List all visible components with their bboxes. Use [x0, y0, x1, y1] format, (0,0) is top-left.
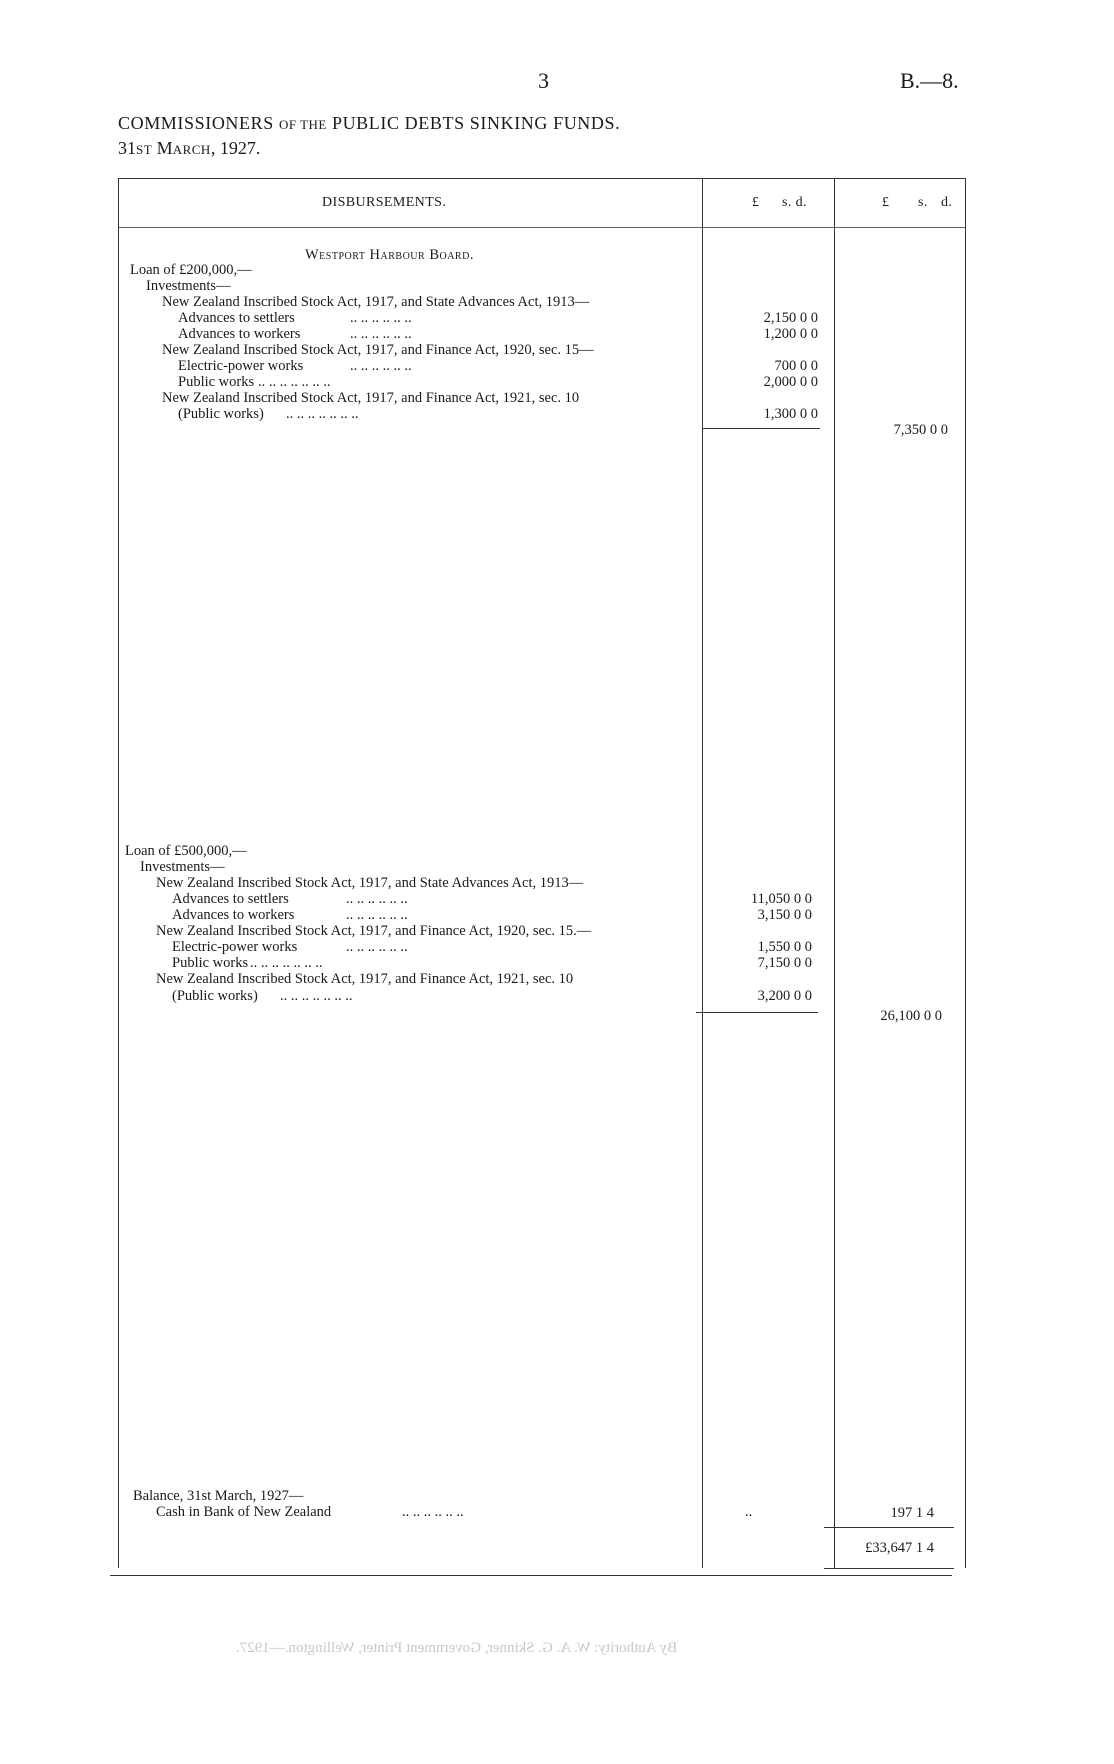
table-left-rule: [118, 178, 119, 1568]
line-item-amount: 3,150 0 0: [757, 907, 812, 923]
table-bottom-rule: [110, 1575, 952, 1576]
investments-label: Investments—: [140, 859, 225, 875]
title-part2: PUBLIC DEBTS SINKING FUNDS.: [331, 113, 621, 133]
section-heading: Westport Harbour Board.: [305, 247, 474, 263]
line-item-label: (Public works): [178, 406, 264, 422]
table-right-rule: [965, 178, 966, 1568]
leader-dots: .. .. .. .. .. ..: [350, 358, 412, 374]
subtotal-rule: [702, 428, 820, 429]
line-item-label: Electric-power works: [172, 939, 298, 955]
act-heading: New Zealand Inscribed Stock Act, 1917, and Finance Act, 1921, sec. 10: [162, 390, 580, 406]
act-heading: New Zealand Inscribed Stock Act, 1917, and State Advances Act, 1913—: [156, 875, 584, 891]
col2-pounds-header: £: [882, 195, 890, 210]
section-total: 26,100 0 0: [880, 1008, 942, 1024]
line-item-amount: 11,050 0 0: [750, 891, 812, 907]
leader-dots: .. .. .. .. .. ..: [346, 939, 408, 955]
bleed-through-text: By Authority: W. A. G. Skinner, Government Printer, Wellington.—1927.: [236, 1640, 678, 1656]
act-heading: New Zealand Inscribed Stock Act, 1917, and State Advances Act, 1913—: [162, 294, 590, 310]
header-rule: [118, 227, 965, 228]
investments-label: Investments—: [146, 278, 231, 294]
page-number: 3: [538, 68, 549, 93]
date-month-rest: ARCH: [172, 142, 211, 157]
col1-right-rule: [834, 178, 835, 1568]
document-reference: B.—8.: [900, 68, 959, 93]
col1-pounds-header: £: [752, 195, 760, 210]
act-heading: New Zealand Inscribed Stock Act, 1917, and Finance Act, 1920, sec. 15—: [162, 342, 594, 358]
leader-dots: .. .. .. .. .. .. ..: [258, 374, 331, 390]
line-item-amount: 7,150 0 0: [757, 955, 812, 971]
act-heading: New Zealand Inscribed Stock Act, 1917, and Finance Act, 1920, sec. 15.—: [156, 923, 592, 939]
title-of-the: OF THE: [278, 117, 327, 132]
line-item-label: Advances to workers: [178, 326, 301, 342]
loan-label: Loan of £500,000,—: [125, 843, 247, 859]
line-item-label: Advances to settlers: [178, 310, 295, 326]
table-top-rule: [118, 178, 965, 179]
subtotal-rule: [696, 1012, 818, 1013]
document-title: [118, 113, 620, 134]
line-item-label: (Public works): [172, 988, 258, 1004]
balance-amount: 197 1 4: [890, 1505, 934, 1521]
line-item-label: Public works: [178, 374, 255, 390]
col1-left-rule: [702, 178, 703, 1568]
leader-dots: .. .. .. .. .. .. ..: [280, 988, 353, 1004]
title-part1: COMMISSIONERS: [118, 113, 274, 133]
leader-dots: .. .. .. .. .. ..: [402, 1504, 464, 1520]
total-rule-top: [824, 1527, 954, 1528]
date-suffix: ST: [136, 142, 153, 157]
date-year: , 1927.: [210, 138, 261, 158]
line-item-label: Advances to workers: [172, 907, 295, 923]
line-item-amount: 2,000 0 0: [763, 374, 818, 390]
loan-label: Loan of £200,000,—: [130, 262, 252, 278]
leader-dots: .. .. .. .. .. .. ..: [286, 406, 359, 422]
line-item-amount: 2,150 0 0: [763, 310, 818, 326]
line-item-amount: 1,300 0 0: [763, 406, 818, 422]
leader-dots: .. .. .. .. .. ..: [350, 310, 412, 326]
leader-dots: .. .. .. .. .. ..: [350, 326, 412, 342]
disbursements-heading: DISBURSEMENTS.: [322, 195, 447, 210]
line-item-amount: 700 0 0: [774, 358, 818, 374]
line-item-label: Public works: [172, 955, 249, 971]
col2-s-header: s.: [918, 195, 928, 210]
col1-sd-header: s. d.: [782, 195, 807, 210]
section-total: 7,350 0 0: [893, 422, 948, 438]
balance-label: Balance, 31st March, 1927—: [133, 1488, 304, 1504]
date-day: 31: [118, 138, 136, 158]
document-date: [118, 138, 260, 159]
line-item-amount: 3,200 0 0: [757, 988, 812, 1004]
leader-dots: .. .. .. .. .. ..: [346, 891, 408, 907]
total-rule-bottom: [824, 1568, 954, 1569]
cash-label: Cash in Bank of New Zealand: [156, 1504, 332, 1520]
act-heading: New Zealand Inscribed Stock Act, 1917, and Finance Act, 1921, sec. 10: [156, 971, 574, 987]
line-item-amount: 1,550 0 0: [757, 939, 812, 955]
grand-total: £33,647 1 4: [865, 1540, 934, 1556]
leader-dots: .. .. .. .. .. ..: [346, 907, 408, 923]
line-item-label: Advances to settlers: [172, 891, 289, 907]
line-item-amount: 1,200 0 0: [763, 326, 818, 342]
date-month-initial: M: [156, 138, 173, 158]
col2-d-header: d.: [941, 195, 953, 210]
line-item-label: Electric-power works: [178, 358, 304, 374]
leader-dots: .. .. .. .. .. .. ..: [250, 955, 323, 971]
col1-dots: ..: [745, 1504, 753, 1520]
